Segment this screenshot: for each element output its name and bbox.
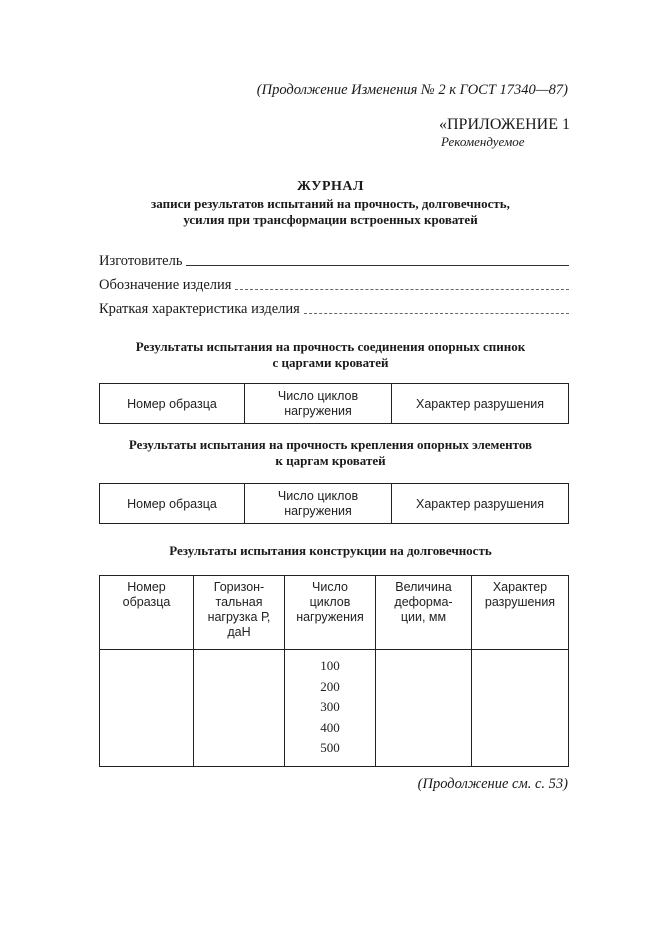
header-horizontal-load-line-1: Горизон- [213,580,265,594]
product-description-line [304,313,569,314]
header-deformation-line-2: деформа- [394,595,453,609]
product-designation-line [235,289,569,290]
header-failure-type: Характер разрушения [392,384,569,424]
manufacturer-line [186,265,569,266]
header-load-cycles [245,384,392,424]
product-designation-label: Обозначение изделия [99,277,232,293]
product-designation-field [99,274,569,294]
header-deformation [376,576,472,650]
header-load-cycles [285,576,376,650]
journal-title: ЖУРНАЛ [297,179,364,194]
header-load-cycles-line-2: циклов [309,595,351,609]
header-deformation-line-3: ции, мм [400,610,447,624]
header-load-cycles-line-3: нагружения [296,610,364,624]
section-1-title [0,339,661,371]
sample-number-cell [100,650,194,767]
appendix-subtitle: Рекомендуемое [441,134,525,149]
table-joint-strength [99,383,569,424]
cycles-value: 300 [320,699,340,714]
horizontal-load-cell [194,650,285,767]
header-sample-number: Номер образца [100,484,245,524]
table-row [100,650,569,767]
header-horizontal-load-line-2: тальная [215,595,263,609]
header-sample-number-line-2: образца [122,595,171,609]
header-sample-number-line-1: Номер [127,580,166,594]
header-deformation-line-1: Величина [395,580,452,594]
section-2-title-line-2: к царгам кроватей [275,453,386,468]
header-horizontal-load-line-3: нагрузка Р, [207,610,271,624]
cycles-value: 500 [320,740,340,755]
product-description-label: Краткая характеристика изделия [99,301,300,317]
header-horizontal-load [194,576,285,650]
section-1-title-line-2: с царгами кроватей [272,355,389,370]
header-failure-type: Характер разрушения [392,484,569,524]
cycles-value: 400 [320,719,340,735]
journal-subtitle [0,196,661,228]
header-horizontal-load-line-4: даН [227,625,251,639]
table-durability [99,575,569,767]
header-load-cycles-line-1: Число [312,580,348,594]
header-load-cycles-line-2: нагружения [284,403,352,418]
header-sample-number [100,576,194,650]
journal-subtitle-line-1: записи результатов испытаний на прочность, долговечность, [151,196,510,211]
journal-subtitle-line-2: усилия при трансформации встроенных кроватей [183,212,478,227]
header-failure-type [472,576,569,650]
header-load-cycles-line-2: нагружения [284,503,352,518]
appendix-title: «ПРИЛОЖЕНИЕ 1 [439,116,571,133]
deformation-cell [376,650,472,767]
failure-type-cell [472,650,569,767]
product-description-field [99,298,569,318]
manufacturer-label: Изготовитель [99,253,183,269]
header-load-cycles [245,484,392,524]
header-load-cycles-line-1: Число циклов [277,488,359,503]
continuation-note-bottom: (Продолжение см. с. 53) [417,776,568,792]
section-2-title-line-1: Результаты испытания на прочность крепления опорных элементов [128,437,533,452]
continuation-note-top: (Продолжение Изменения № 2 к ГОСТ 17340—87) [256,82,568,98]
cycles-value: 200 [320,678,340,694]
header-load-cycles-line-1: Число циклов [277,388,359,403]
section-2-title [0,437,661,469]
section-1-title-line-1: Результаты испытания на прочность соединения опорных спинок [135,339,526,354]
section-3-title: Результаты испытания конструкции на долговечность [169,543,492,558]
cycles-value: 100 [320,658,340,673]
header-sample-number: Номер образца [100,384,245,424]
load-cycles-cell [285,650,376,767]
manufacturer-field [99,250,569,270]
table-support-fastening [99,483,569,524]
header-failure-type-line-1: Характер [492,580,548,594]
header-failure-type-line-2: разрушения [484,595,556,609]
